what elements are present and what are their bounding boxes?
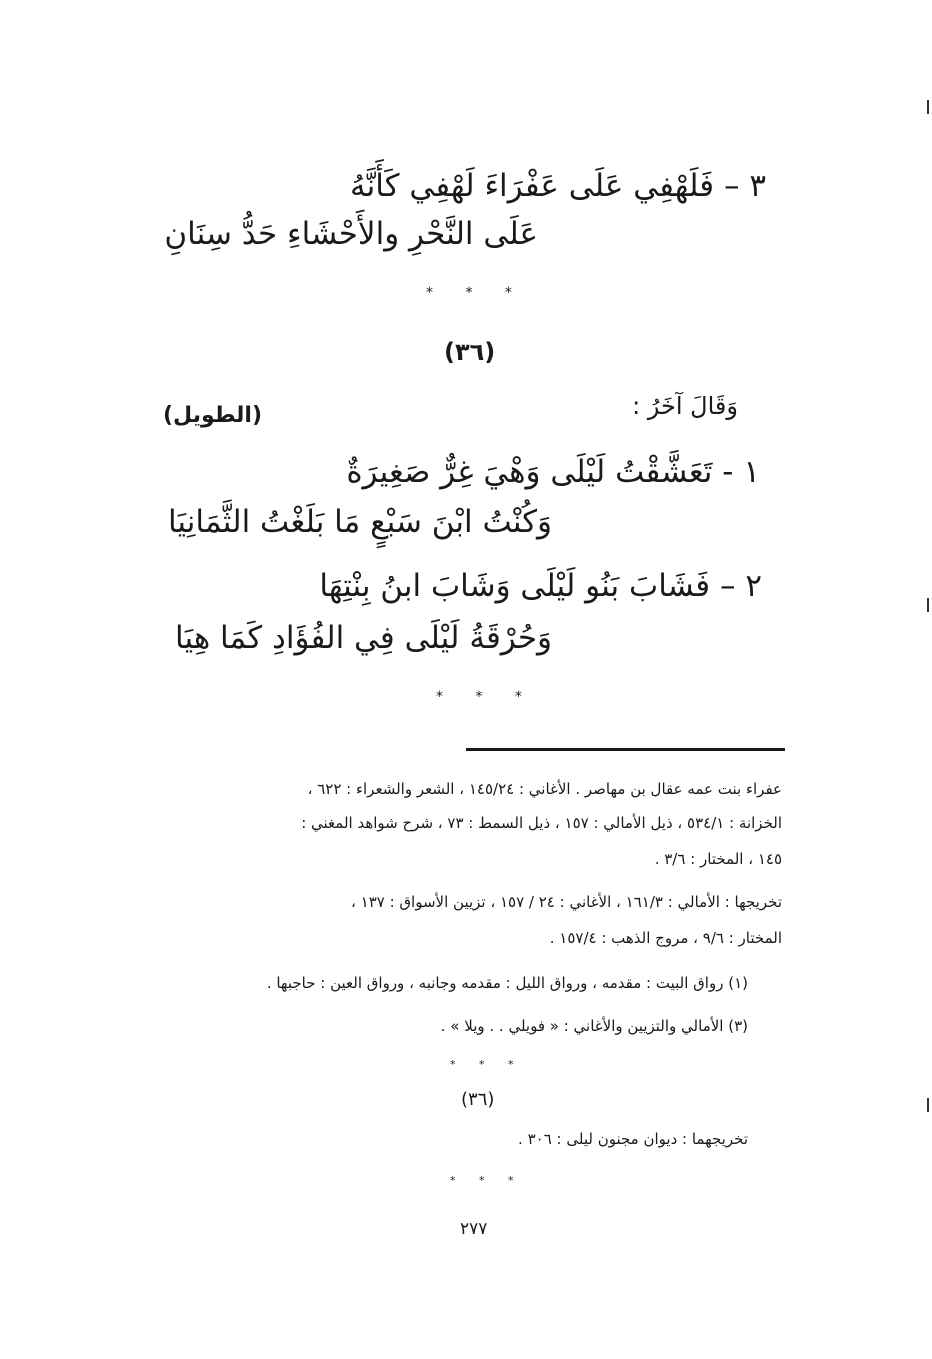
top-verse-line2: عَلَى النَّحْرِ والأَحْشَاءِ حَدُّ سِنَانِ: [164, 216, 538, 252]
separator-stars-1: * * *: [426, 285, 526, 301]
margin-mark-top: [927, 100, 929, 114]
footnote-takhrij: تخريجهما : ديوان مجنون ليلى : ٣٠٦ .: [518, 1130, 748, 1148]
footnote-1-line3: ١٤٥ ، المختار : ٣/٦ .: [654, 850, 782, 868]
verse2-line1: ٢ – فَشَابَ بَنُو لَيْلَى وَشَابَ ابنُ بِنْتِهَا: [319, 568, 762, 604]
page-number: ٢٧٧: [460, 1219, 488, 1239]
footnote-1-line1: عفراء بنت عمه عقال بن مهاصر . الأغاني : ١٤٥/٢٤ ، الشعر والشعراء : ٦٢٢ ،: [307, 780, 782, 798]
footnote-2-line1: تخريجها : الأمالي : ١٦١/٣ ، الأغاني : ٢٤ / ١٥٧ ، تزيين الأسواق : ١٣٧ ،: [351, 893, 782, 911]
footnote-2-line2: المختار : ٩/٦ ، مروج الذهب : ١٥٧/٤ .: [549, 929, 782, 947]
margin-mark-bottom: [927, 1098, 929, 1112]
footnote-4: (٣) الأمالي والتزيين والأغاني : « فويلي . . ويلا » .: [440, 1017, 748, 1035]
verse1-line1: ١ - تَعَشَّقْتُ لَيْلَى وَهْيَ غِرٌّ صَغِيرَةٌ: [346, 454, 760, 490]
verse1-line2: وَكُنْتُ ابْنَ سَبْعٍ مَا بَلَغْتُ الثَّمَانِيَا: [167, 504, 552, 540]
poem-number: (٣٦): [444, 338, 496, 366]
footnote-stars-2: * * *: [450, 1174, 524, 1187]
poem-meter: (الطويل): [163, 403, 263, 428]
verse2-line2: وَحُرْقَةُ لَيْلَى فِي الفُؤَادِ كَمَا هِيَا: [175, 620, 552, 656]
footnote-number: (٣٦): [461, 1089, 495, 1110]
top-verse-line1: ٣ – فَلَهْفِي عَلَى عَفْرَاءَ لَهْفِي كَأَنَّهُ: [350, 168, 766, 204]
footnote-rule: [466, 748, 785, 751]
footnote-3: (١) رواق البيت : مقدمه ، ورواق الليل : مقدمه وجانبه ، ورواق العين : حاجبها .: [266, 974, 748, 992]
footnote-stars-1: * * *: [450, 1058, 524, 1071]
poem-intro: وَقَالَ آخَرُ :: [632, 392, 738, 420]
margin-mark-middle: [927, 598, 929, 612]
footnote-1-line2: الخزانة : ٥٣٤/١ ، ذيل الأمالي : ١٥٧ ، ذيل السمط : ٧٣ ، شرح شواهد المغني :: [301, 814, 782, 832]
separator-stars-2: * * *: [436, 689, 536, 705]
